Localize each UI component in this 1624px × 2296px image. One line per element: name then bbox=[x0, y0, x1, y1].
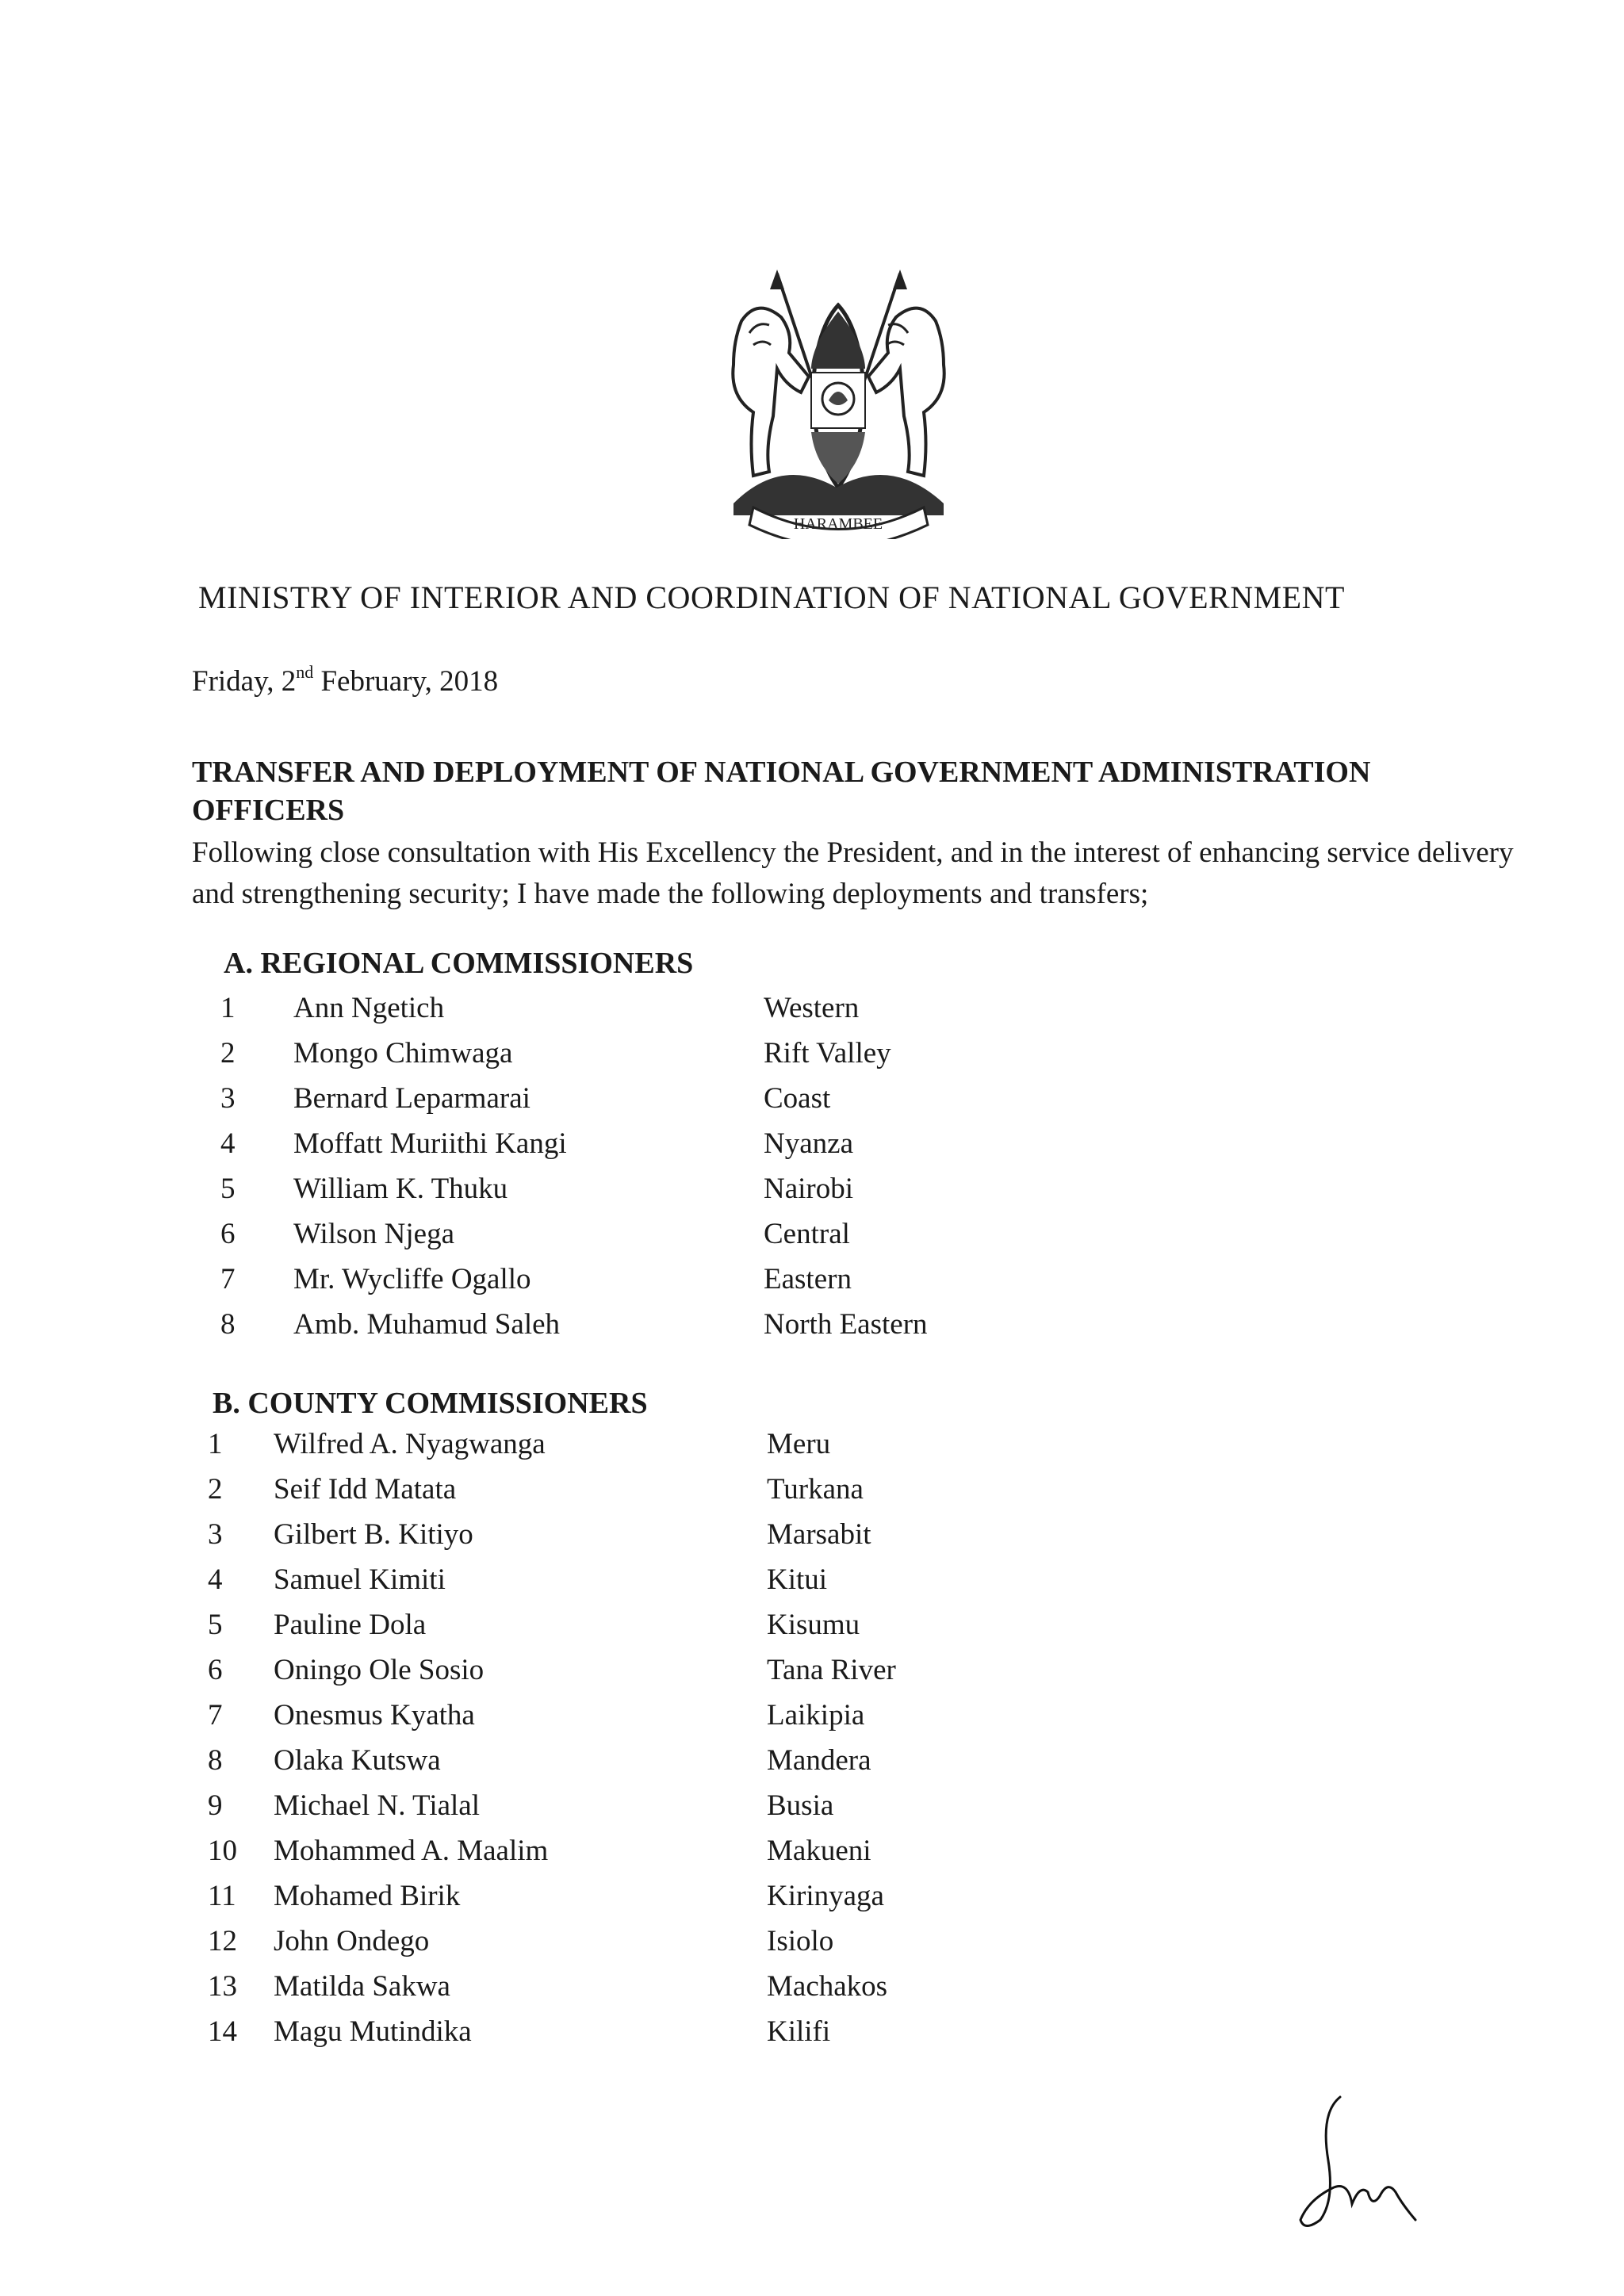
posting-location: Laikipia bbox=[767, 1699, 865, 1732]
row-number: 6 bbox=[220, 1218, 236, 1250]
row-number: 6 bbox=[208, 1654, 223, 1686]
table-row bbox=[0, 1879, 1624, 1924]
regional-commissioners-list bbox=[0, 991, 1624, 1353]
date-main: Friday, 2 bbox=[192, 665, 297, 698]
posting-location: Mandera bbox=[767, 1744, 871, 1777]
officer-name: Amb. Muhamud Saleh bbox=[293, 1308, 561, 1341]
posting-location: Nyanza bbox=[764, 1127, 853, 1160]
officer-name: Mohamed Birik bbox=[274, 1880, 461, 1912]
table-row bbox=[0, 1653, 1624, 1698]
row-number: 11 bbox=[208, 1880, 236, 1912]
date-rest: February, 2018 bbox=[313, 665, 499, 698]
row-number: 8 bbox=[220, 1308, 236, 1341]
row-number: 10 bbox=[208, 1835, 237, 1867]
intro-paragraph: Following close consultation with His Excellency the President, and in the interest of enhancing service delivery and strengthening security; I have made the following deployments and transfers; bbox=[192, 836, 1514, 910]
row-number: 7 bbox=[220, 1263, 236, 1295]
table-row bbox=[0, 1217, 1624, 1262]
row-number: 4 bbox=[220, 1127, 236, 1160]
officer-name: Samuel Kimiti bbox=[274, 1563, 446, 1596]
handwritten-signature bbox=[1285, 2085, 1443, 2236]
table-row bbox=[0, 991, 1624, 1036]
row-number: 3 bbox=[208, 1518, 223, 1551]
officer-name: Mr. Wycliffe Ogallo bbox=[293, 1263, 531, 1295]
posting-location: Rift Valley bbox=[764, 1037, 891, 1070]
officer-name: Bernard Leparmarai bbox=[293, 1082, 530, 1115]
ministry-heading: MINISTRY OF INTERIOR AND COORDINATION OF NATIONAL GOVERNMENT bbox=[198, 580, 1345, 615]
officer-name: Mongo Chimwaga bbox=[293, 1037, 513, 1070]
regional-commissioners-heading: A. REGIONAL COMMISSIONERS bbox=[224, 947, 694, 980]
table-row bbox=[0, 1834, 1624, 1879]
emblem-motto: HARAMBEE bbox=[793, 515, 883, 533]
posting-location: Kitui bbox=[767, 1563, 828, 1596]
officer-name: Onesmus Kyatha bbox=[274, 1699, 475, 1732]
date-ordinal-suffix: nd bbox=[296, 662, 314, 682]
officer-name: Wilfred A. Nyagwanga bbox=[274, 1428, 546, 1460]
table-row bbox=[0, 1262, 1624, 1307]
officer-name: Wilson Njega bbox=[293, 1218, 454, 1250]
officer-name: Magu Mutindika bbox=[274, 2015, 472, 2048]
row-number: 7 bbox=[208, 1699, 223, 1732]
row-number: 13 bbox=[208, 1970, 237, 2003]
subject-heading: TRANSFER AND DEPLOYMENT OF NATIONAL GOVERNMENT ADMINISTRATION OFFICERS bbox=[192, 756, 1371, 827]
row-number: 1 bbox=[220, 992, 236, 1024]
row-number: 2 bbox=[220, 1037, 236, 1070]
posting-location: Meru bbox=[767, 1428, 831, 1460]
officer-name: Seif Idd Matata bbox=[274, 1473, 457, 1506]
table-row bbox=[0, 1127, 1624, 1172]
posting-location: Eastern bbox=[764, 1263, 852, 1295]
officer-name: Olaka Kutswa bbox=[274, 1744, 441, 1777]
document-date bbox=[192, 662, 498, 698]
table-row bbox=[0, 1472, 1624, 1517]
officer-name: John Ondego bbox=[274, 1925, 430, 1957]
row-number: 1 bbox=[208, 1428, 223, 1460]
posting-location: Kilifi bbox=[767, 2015, 831, 2048]
officer-name: William K. Thuku bbox=[293, 1173, 508, 1205]
table-row bbox=[0, 1969, 1624, 2015]
posting-location: Tana River bbox=[767, 1654, 896, 1686]
officer-name: Moffatt Muriithi Kangi bbox=[293, 1127, 567, 1160]
table-row bbox=[0, 1608, 1624, 1653]
table-row bbox=[0, 1427, 1624, 1472]
county-commissioners-heading: B. COUNTY COMMISSIONERS bbox=[213, 1387, 648, 1420]
table-row bbox=[0, 2015, 1624, 2060]
table-row bbox=[0, 1517, 1624, 1563]
table-row bbox=[0, 1081, 1624, 1127]
row-number: 14 bbox=[208, 2015, 237, 2048]
table-row bbox=[0, 1743, 1624, 1789]
posting-location: Western bbox=[764, 992, 860, 1024]
row-number: 3 bbox=[220, 1082, 236, 1115]
officer-name: Pauline Dola bbox=[274, 1609, 427, 1641]
officer-name: Mohammed A. Maalim bbox=[274, 1835, 549, 1867]
officer-name: Ann Ngetich bbox=[293, 992, 445, 1024]
posting-location: Kisumu bbox=[767, 1609, 860, 1641]
posting-location: North Eastern bbox=[764, 1308, 928, 1341]
posting-location: Busia bbox=[767, 1789, 834, 1822]
officer-name: Michael N. Tialal bbox=[274, 1789, 481, 1822]
row-number: 2 bbox=[208, 1473, 223, 1506]
row-number: 4 bbox=[208, 1563, 223, 1596]
county-commissioners-list bbox=[0, 1427, 1624, 2060]
officer-name: Gilbert B. Kitiyo bbox=[274, 1518, 473, 1551]
posting-location: Coast bbox=[764, 1082, 831, 1115]
row-number: 5 bbox=[208, 1609, 223, 1641]
posting-location: Turkana bbox=[767, 1473, 864, 1506]
officer-name: Matilda Sakwa bbox=[274, 1970, 450, 2003]
table-row bbox=[0, 1036, 1624, 1081]
table-row bbox=[0, 1563, 1624, 1608]
posting-location: Kirinyaga bbox=[767, 1880, 884, 1912]
table-row bbox=[0, 1698, 1624, 1743]
table-row bbox=[0, 1789, 1624, 1834]
coat-of-arms-emblem bbox=[718, 266, 959, 539]
table-row bbox=[0, 1924, 1624, 1969]
row-number: 8 bbox=[208, 1744, 223, 1777]
posting-location: Marsabit bbox=[767, 1518, 871, 1551]
posting-location: Machakos bbox=[767, 1970, 888, 2003]
row-number: 12 bbox=[208, 1925, 237, 1957]
officer-name: Oningo Ole Sosio bbox=[274, 1654, 485, 1686]
posting-location: Nairobi bbox=[764, 1173, 854, 1205]
row-number: 9 bbox=[208, 1789, 223, 1822]
table-row bbox=[0, 1307, 1624, 1353]
table-row bbox=[0, 1172, 1624, 1217]
posting-location: Makueni bbox=[767, 1835, 871, 1867]
row-number: 5 bbox=[220, 1173, 236, 1205]
posting-location: Isiolo bbox=[767, 1925, 834, 1957]
posting-location: Central bbox=[764, 1218, 850, 1250]
